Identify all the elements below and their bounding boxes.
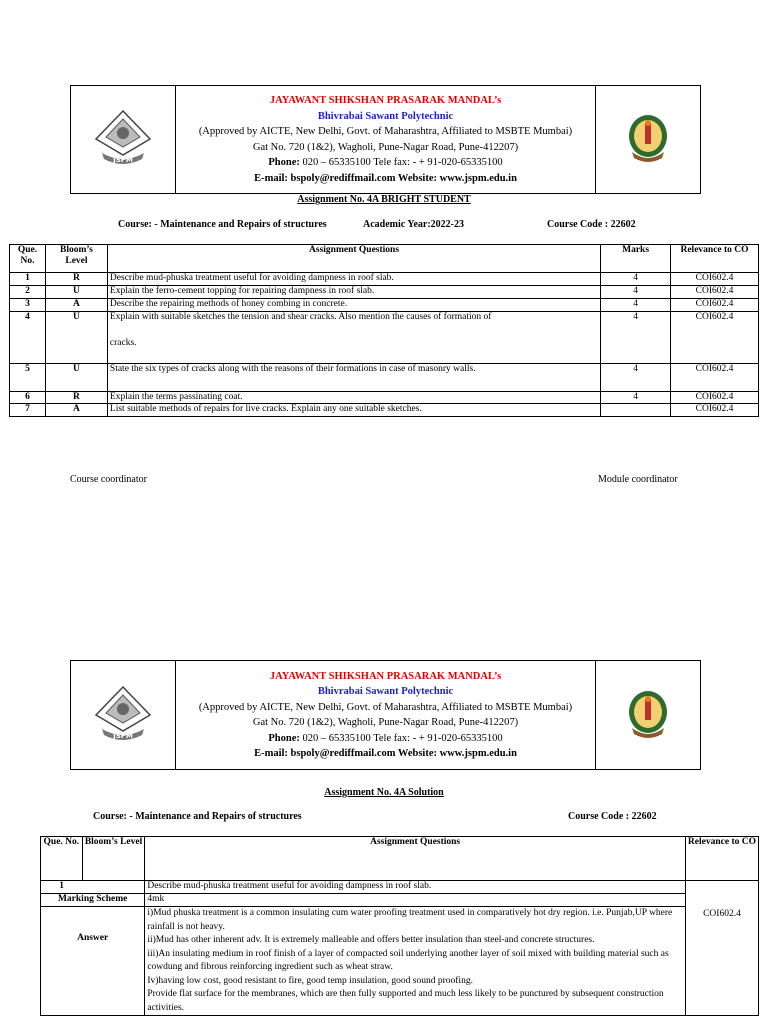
institute-name: Bhivrabai Sawant Polytechnic (317, 110, 454, 122)
table-row: 1 R Describe mud-phuska treatment useful for avoiding dampness in roof slab. 4 COI602.4 (10, 273, 759, 286)
header-text (176, 86, 596, 194)
solution-course-code: Course Code : 22602 (568, 811, 657, 822)
marking-scheme-value: 4mk (145, 894, 686, 907)
table-row: 2 U Explain the ferro-cement topping for repairing dampness in roof slab. 4 COI602.4 (10, 286, 759, 299)
course-name: Course: - Maintenance and Repairs of structures (118, 219, 327, 230)
col-questions: Assignment Questions (145, 837, 686, 881)
address-text: Gat No. 720 (1&2), Wagholi, Pune-Nagar Road, Pune-412207) (252, 717, 519, 728)
table-row: 6 R Explain the terms passinating coat. 4 COI602.4 (10, 392, 759, 404)
jspm-logo-icon (92, 685, 154, 743)
table-row: 5 U State the six types of cracks along with the reasons of their formations in case of masonry walls. 4 COI602.4 (10, 364, 759, 392)
seal-icon (626, 688, 670, 740)
email-line: E-mail: bspoly@rediffmail.com Website: www.jspm.edu.in (254, 748, 517, 759)
header-text (176, 661, 596, 770)
table-row: 4 U Explain with suitable sketches the tension and shear cracks. Also mention the causes of formation of cracks. 4 COI602.4 (10, 312, 759, 364)
academic-year: Academic Year:2022-23 (363, 219, 464, 230)
col-marks: Marks (601, 245, 671, 273)
approval-text: (Approved by AICTE, New Delhi, Govt. of Maharashtra, Affiliated to MSBTE Mumbai) (198, 126, 573, 137)
institute-name: Bhivrabai Sawant Polytechnic (317, 686, 454, 697)
course-coordinator-label: Course coordinator (70, 474, 147, 485)
org-name: JAYAWANT SHIKSHAN PRASARAK MANDAL’s (269, 95, 502, 106)
assignment-table (9, 244, 759, 417)
solution-course-name: Course: - Maintenance and Repairs of structures (93, 811, 302, 822)
col-relevance: Relevance to CO (685, 837, 758, 881)
table-row (41, 907, 759, 1016)
polytechnic-seal (596, 86, 701, 194)
col-blooms-level: Bloom’s Level (45, 245, 107, 273)
table-header-row (10, 245, 759, 273)
address-text: Gat No. 720 (1&2), Wagholi, Pune-Nagar Road, Pune-412207) (252, 141, 519, 153)
svg-text:JSPM: JSPM (113, 156, 133, 164)
table-row: 7 A List suitable methods of repairs for live cracks. Explain any one suitable sketches. COI602.4 (10, 404, 759, 417)
jspm-logo (71, 661, 176, 770)
jspm-logo-icon (92, 109, 154, 167)
seal-icon (626, 112, 670, 164)
org-name: JAYAWANT SHIKSHAN PRASARAK MANDAL’s (269, 670, 502, 682)
solution-co: COI602.4 (685, 881, 758, 1016)
answer-text: i)Mud phuska treatment is a common insulating cum water proofing treatment used in comparatively hot dry region. i.e. Punjab,UP where rainfall is not heavy. ii)Mud has other inherent adv. It is extremely malleable and offers better insulation than steel-and concrete structures. iii)An insulating medium in roof finish of a layer of compacted soil underlying another layer of soil mixed with building material such as cowdung and fibrous reinforcing ingredient such as wheat straw. Iv)having low cost, good resistant to fire, good temp insulation, good sound proofing. Provide flat surface for the membranes, which are then fully supported and much less likely to be punctured by subsequent construction activities. (145, 907, 686, 1016)
polytechnic-seal (596, 661, 701, 770)
assignment-title: Assignment No. 4A BRIGHT STUDENT (297, 194, 471, 205)
solution-title: Assignment No. 4A Solution (324, 787, 444, 798)
module-coordinator-label: Module coordinator (598, 474, 678, 485)
table-row: 1 Describe mud-phuska treatment useful for avoiding dampness in roof slab. COI602.4 (41, 881, 759, 894)
col-que-no: Que. No. (41, 837, 83, 881)
phone-line: Phone: 020 – 65335100 Tele fax: - + 91-020-65335100 (268, 732, 503, 744)
marking-scheme-label: Marking Scheme (41, 894, 145, 907)
table-row (41, 894, 759, 907)
col-blooms-level: Bloom’s Level (82, 837, 145, 881)
solution-question: Describe mud-phuska treatment useful for avoiding dampness in roof slab. (145, 881, 686, 894)
course-code: Course Code : 22602 (547, 219, 636, 230)
jspm-logo (71, 86, 176, 194)
phone-line: Phone: 020 – 65335100 Tele fax: - + 91-020-65335100 (268, 157, 503, 168)
col-questions: Assignment Questions (107, 245, 600, 273)
email-line: E-mail: bspoly@rediffmail.com Website: www.jspm.edu.in (254, 172, 517, 184)
approval-text: (Approved by AICTE, New Delhi, Govt. of Maharashtra, Affiliated to MSBTE Mumbai) (198, 701, 573, 713)
col-que-no: Que. No. (10, 245, 46, 273)
answer-label: Answer (41, 907, 145, 1016)
table-row: 3 A Describe the repairing methods of honey combing in concrete. 4 COI602.4 (10, 299, 759, 312)
svg-text:JSPM: JSPM (113, 731, 133, 740)
col-relevance: Relevance to CO (671, 245, 759, 273)
solution-table (40, 836, 759, 1016)
table-header-row (41, 837, 759, 881)
header-box-2 (70, 660, 701, 770)
header-box-1 (70, 85, 701, 194)
